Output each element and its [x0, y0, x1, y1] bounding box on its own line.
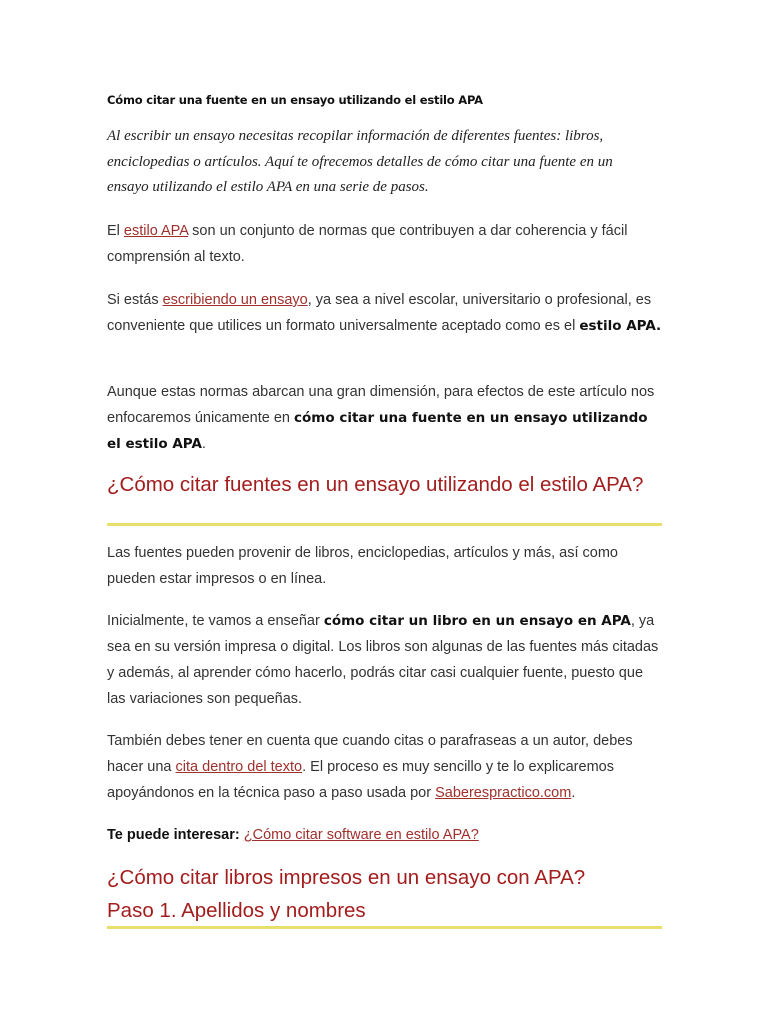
- intro-paragraph: Al escribir un ensayo necesitas recopilar información de diferentes fuentes: libros, enciclopedias o artículos. Aquí te ofrecemos detalles de cómo citar una fuente en un ensayo utilizando el estilo APA en una serie de pasos.: [107, 128, 613, 195]
- text-segment: .: [571, 785, 576, 801]
- related-article-link[interactable]: ¿Cómo citar software en estilo APA?: [243, 827, 479, 843]
- cita-dentro-texto-link[interactable]: cita dentro del texto: [175, 759, 303, 775]
- section-heading-citar-fuentes: ¿Cómo citar fuentes en un ensayo utilizando el estilo APA?: [107, 473, 644, 496]
- bold-text: cómo citar una fuente en un ensayo utilizando el estilo APA: [107, 410, 648, 452]
- text-segment: son un conjunto de normas que contribuyen a dar coherencia y fácil comprensión al texto.: [107, 223, 628, 265]
- estilo-apa-link[interactable]: estilo APA: [123, 223, 189, 239]
- text-segment: También debes tener en cuenta que cuando citas o parafraseas a un autor, debes hacer una: [107, 733, 633, 775]
- paragraph-estilo-apa: [107, 218, 663, 270]
- document-title: Cómo citar una fuente en un ensayo utilizando el estilo APA: [107, 93, 483, 107]
- bold-text: cómo citar un libro en un ensayo en APA: [323, 613, 631, 629]
- paragraph-inicialmente: [107, 608, 663, 712]
- saberespractico-link[interactable]: Saberespractico.com: [435, 785, 572, 801]
- heading-underline: [107, 926, 662, 929]
- bold-text: estilo APA.: [579, 318, 662, 334]
- text-segment: , ya sea a nivel escolar, universitario o profesional, es conveniente que utilices un formato universalmente aceptado como es el: [107, 292, 652, 334]
- text-segment: .: [201, 436, 206, 452]
- section-heading-paso-1: Paso 1. Apellidos y nombres: [107, 899, 366, 922]
- paragraph-fuentes: Las fuentes pueden provenir de libros, enciclopedias, artículos y más, así como pueden estar impresos o en línea.: [107, 545, 618, 587]
- related-article: [107, 822, 663, 848]
- paragraph-escribiendo: [107, 287, 663, 339]
- text-segment: Aunque estas normas abarcan una gran dimensión, para efectos de este artículo nos enfocaremos únicamente en: [107, 384, 655, 426]
- paragraph-normas: [107, 379, 663, 457]
- text-segment: Si estás: [107, 292, 163, 308]
- heading-underline: [107, 523, 662, 526]
- text-segment: Inicialmente, te vamos a enseñar: [107, 613, 324, 629]
- escribiendo-ensayo-link[interactable]: escribiendo un ensayo: [162, 292, 308, 308]
- text-segment: . El proceso es muy sencillo y te lo explicaremos apoyándonos en la técnica paso a paso usada por: [107, 759, 614, 801]
- related-label: Te puede interesar:: [107, 827, 240, 843]
- text-segment: El: [107, 223, 124, 239]
- paragraph-tambien: [107, 728, 663, 806]
- section-heading-libros-impresos: ¿Cómo citar libros impresos en un ensayo con APA?: [107, 866, 586, 889]
- text-segment: , ya sea en su versión impresa o digital. Los libros son algunas de las fuentes más citadas y además, al aprender cómo hacerlo, podrás citar casi cualquier fuente, puesto que las variaciones son pequeñas.: [107, 613, 659, 707]
